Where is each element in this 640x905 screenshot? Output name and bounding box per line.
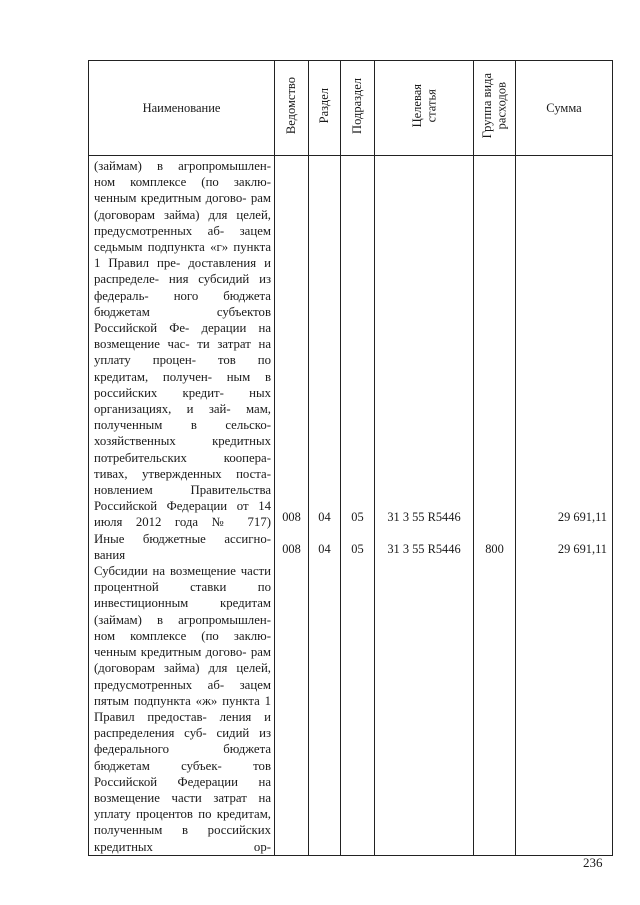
section-column [309, 156, 341, 856]
row1-amount: 29 691,11 [557, 510, 607, 524]
department-column [275, 156, 309, 856]
row2-target-article: 31 3 55 R5446 [387, 542, 461, 556]
row1-subsection: 05 [351, 510, 364, 524]
row2-section: 04 [318, 542, 331, 556]
table-body-row [89, 156, 613, 856]
subsection-column [341, 156, 375, 856]
expense-group-column [474, 156, 516, 856]
row2-subsection: 05 [351, 542, 364, 556]
budget-table [88, 60, 613, 856]
header-row [89, 61, 613, 156]
header-name: Наименование [89, 61, 275, 156]
text-line: (займам) в агропромышлен- [94, 159, 271, 173]
row2-amount: 29 691,11 [557, 542, 607, 556]
header-target-article: Целевая статья [375, 61, 474, 156]
header-department: Ведомство [275, 61, 309, 156]
text-line: Субсидии на возмещение [94, 564, 236, 579]
header-subsection: Подраздел [341, 61, 375, 156]
row2-expense-group: 800 [485, 542, 504, 556]
row2-department: 008 [282, 542, 301, 556]
header-section: Раздел [309, 61, 341, 156]
header-amount: Сумма [516, 61, 613, 156]
row1-section: 04 [318, 510, 331, 524]
header-expense-group: Группа вида расходов [474, 61, 516, 156]
row1-target-article: 31 3 55 R5446 [387, 510, 461, 524]
page-number: 236 [583, 855, 603, 870]
text-line: Иные бюджетные ассигно- [94, 531, 271, 546]
name-text: (займам) в агропромышлен- ном комплексе (по заклю- ченным кредитным догово- рам (договорам займа) для целей, предусмотренных аб- зацем седьмым подпункта «г» пункта 1 Правил пре- доставления и распределе- ния субсидий из федераль- ного бюджета бюджетам субъектов Российской Фе- дерации на возмещение час- ти затрат на уплату процен- тов по кредитам, получен- ным в российских кредит- ных организациях, и зай- мам, полученным в сельско- хозяйственных кредитных потребительских коопера- тивах, утвержденных поста- новлением Правительства Российской Федерации от 14 июля 2012 года № 717) Иные бюджетные ассигно- вания Субсидии на возмещение части процентной ставки по инвестиционным кредитам (займам) в агропромышлен- ном комплексе (по заклю- ченным кредитным догово- рам (договорам займа) для целей, предусмотренных аб- зацем пятым подпункта «ж» пункта 1 Правил предостав- ления и распределения суб- сидий из федерального бюджета бюджетам субъек- тов Российской Федерации на возмещение части затрат на уплату процентов по кредитам, полученным в российских кредитных ор- [94, 159, 272, 854]
target-article-column [375, 156, 474, 856]
amount-column [516, 156, 613, 856]
row1-department: 008 [282, 510, 301, 524]
name-column [89, 156, 275, 856]
